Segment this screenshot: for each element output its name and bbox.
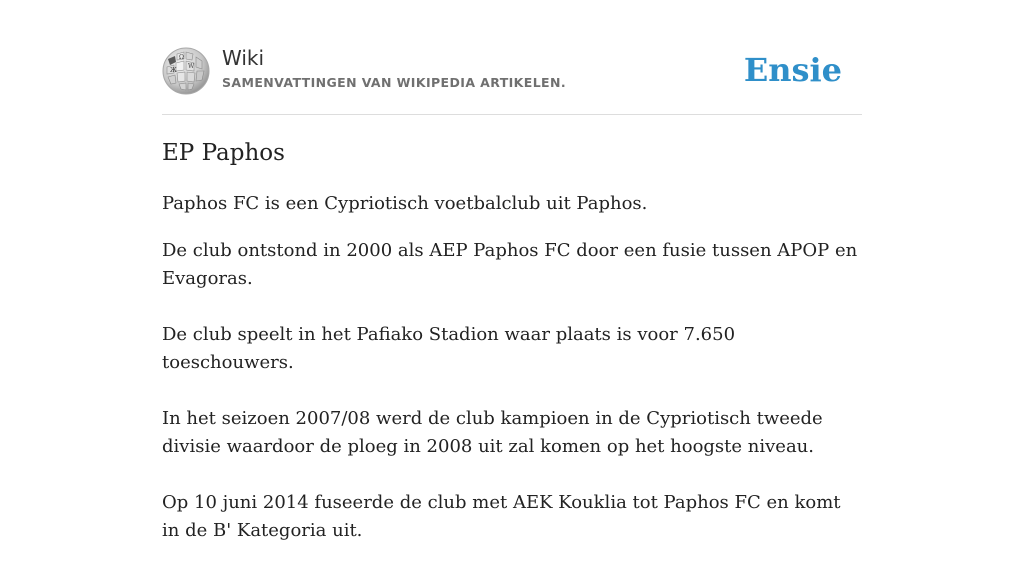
svg-text:W: W	[188, 63, 195, 70]
article-paragraph: Op 10 juni 2014 fuseerde de club met AEK Kouklia tot Paphos FC en komt in de B' Kategoria uit.	[162, 492, 841, 541]
article-paragraph: In het seizoen 2007/08 werd de club kampioen in de Cypriotisch tweede divisie waardoor de ploeg in 2008 uit zal komen op het hoogste niveau.	[162, 408, 823, 457]
svg-text:Ж: Ж	[170, 67, 177, 74]
article-paragraph: De club ontstond in 2000 als AEP Paphos FC door een fusie tussen APOP en Evagoras.	[162, 240, 858, 289]
site-header	[162, 46, 862, 115]
article-body	[162, 237, 862, 573]
page-title: EP Paphos	[162, 140, 285, 166]
article-paragraph: De club speelt in het Pafiako Stadion waar plaats is voor 7.650 toeschouwers.	[162, 324, 736, 373]
ensie-logo[interactable]: Ensie	[743, 51, 842, 89]
svg-text:Ω: Ω	[179, 54, 184, 61]
article-intro: Paphos FC is een Cypriotisch voetbalclub uit Paphos.	[162, 193, 648, 214]
wikipedia-globe-icon[interactable]	[162, 47, 210, 95]
site-name[interactable]: Wiki	[222, 46, 265, 70]
site-tagline: SAMENVATTINGEN VAN WIKIPEDIA ARTIKELEN.	[222, 75, 567, 90]
